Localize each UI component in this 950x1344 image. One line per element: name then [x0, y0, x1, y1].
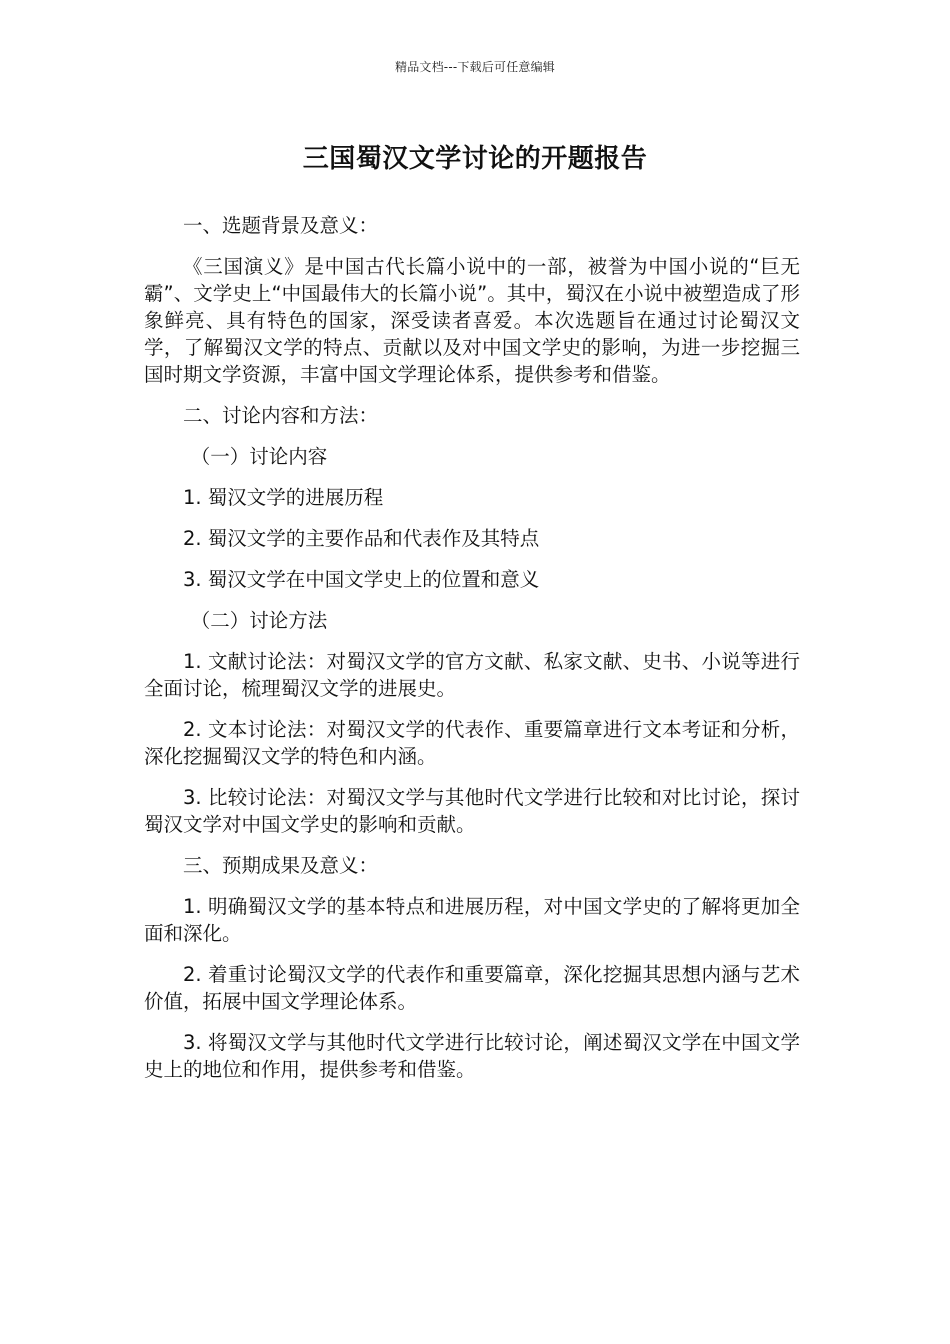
header-note: 精品文档---下载后可任意编辑 — [395, 60, 555, 74]
list-item: 1. 蜀汉文学的进展历程 — [183, 486, 384, 509]
list-item: 2. 蜀汉文学的主要作品和代表作及其特点 — [183, 527, 540, 550]
section-heading-expected-results: 三、预期成果及意义： — [183, 854, 379, 877]
paragraph-background: 《三国演义》是中国古代长篇小说中的一部，被誉为中国小说的“巨无霸”、文学史上“中国最伟大的长篇小说”。其中，蜀汉在小说中被塑造成了形象鲜亮、具有特色的国家，深受读者喜爱。本次选题旨在通过讨论蜀汉文学，了解蜀汉文学的特点、贡献以及对中国文学史的影响，为进一步挖掘三国时期文学资源，丰富中国文学理论体系，提供参考和借鉴。 — [144, 255, 800, 386]
list-item: 3. 将蜀汉文学与其他时代文学进行比较讨论，阐述蜀汉文学在中国文学史上的地位和作用，提供参考和借鉴。 — [144, 1031, 800, 1081]
list-item: 2. 着重讨论蜀汉文学的代表作和重要篇章，深化挖掘其思想内涵与艺术价值，拓展中国文学理论体系。 — [144, 963, 800, 1013]
section-heading-background: 一、选题背景及意义： — [183, 214, 379, 237]
section-heading-content-methods: 二、讨论内容和方法： — [183, 404, 379, 427]
document-body — [144, 212, 800, 1097]
list-item: 1. 明确蜀汉文学的基本特点和进展历程，对中国文学史的了解将更加全面和深化。 — [144, 895, 800, 945]
list-item: 3. 比较讨论法：对蜀汉文学与其他时代文学进行比较和对比讨论，探讨蜀汉文学对中国文学史的影响和贡献。 — [144, 786, 800, 836]
list-item: 3. 蜀汉文学在中国文学史上的位置和意义 — [183, 568, 540, 591]
list-item: 2. 文本讨论法：对蜀汉文学的代表作、重要篇章进行文本考证和分析，深化挖掘蜀汉文学的特色和内涵。 — [144, 718, 800, 768]
subheading-methods: （二）讨论方法 — [190, 609, 328, 632]
document-title: 三国蜀汉文学讨论的开题报告 — [302, 144, 648, 174]
subheading-content: （一）讨论内容 — [190, 445, 328, 468]
list-item: 1. 文献讨论法：对蜀汉文学的官方文献、私家文献、史书、小说等进行全面讨论，梳理蜀汉文学的进展史。 — [144, 650, 800, 700]
